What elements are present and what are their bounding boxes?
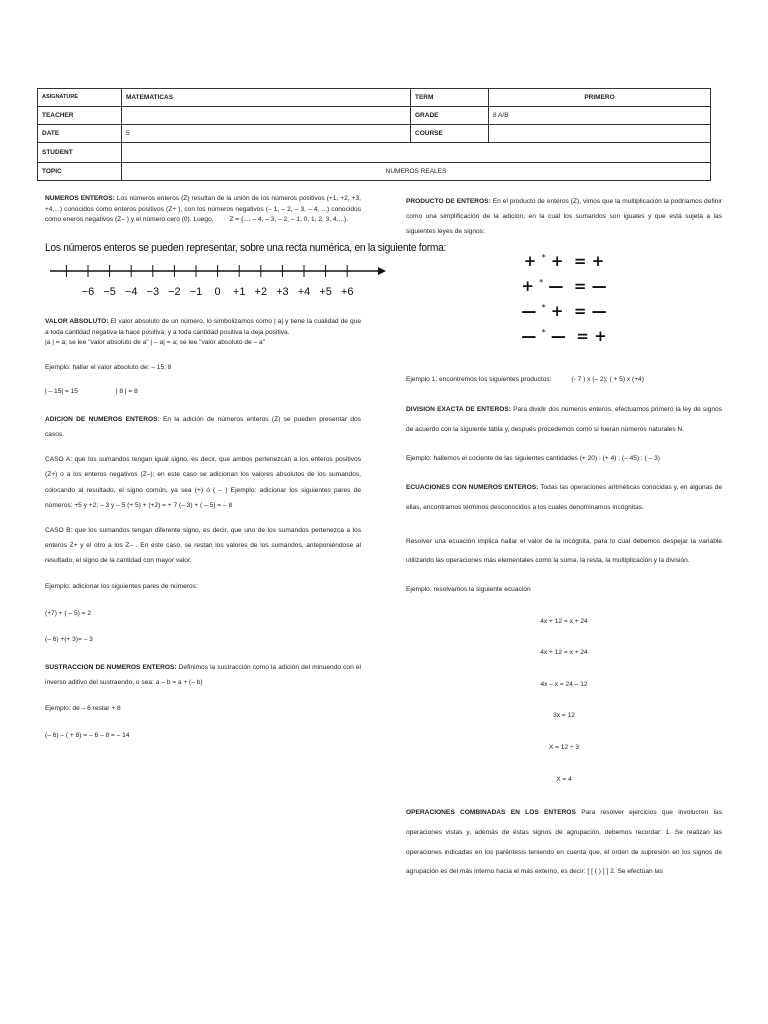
date-value: 5: [122, 125, 411, 143]
number-line-label: +5: [319, 286, 332, 299]
add-text: En la adición de números enteros (Z) se pueden presentar dos casos.: [45, 415, 361, 439]
left-column: [45, 194, 447, 741]
course-value: [489, 125, 711, 143]
prod-example-values: (- 7 ) x (– 2); ( + 5) x (+4): [571, 376, 644, 384]
comb-paragraph: [406, 803, 722, 882]
prod-text: En el producto de enteros (Z), vimos que la multiplicación la podríamos definir como una simplificación de la adición, en la cual los sumandos son iguales y que está sujeta a las siguientes leyes de signos:: [406, 198, 722, 236]
number-line: [42, 259, 388, 301]
right-column: [406, 194, 722, 882]
eq-text-2: Resolver una ecuación implica hallar el valor de la incógnita, para lo cual debemos despejar la variable utilizando las operaciones más elementales como la suma, la resta, la multiplicación y la división.: [406, 537, 722, 565]
grade-value: 8 A/B: [489, 107, 711, 125]
add-title: ADICION DE NUMEROS ENTEROS:: [45, 415, 160, 423]
number-line-label: −5: [103, 286, 116, 299]
eq-step: 3x = 12: [553, 712, 575, 720]
abs-example: Ejemplo: hallar el valor absoluto de: – 15; 8: [45, 363, 172, 371]
eq-step: 4x + 12 = x + 24: [540, 649, 588, 657]
enteros-text: Los números enteros (Z) resultan de la unión de los números positivos (+1, +2, +3, +4,...) conocidos como enteros positivos (Z+ ), con los números negativos (– 1, – 2, – 3, – 4, ...) conocidos como eneros negativos (Z– ) y el número cero (0). Luego,: [45, 195, 361, 224]
topic-value: NUMEROS REALES: [122, 163, 711, 181]
abs-result-2: | 8 | = 8: [115, 388, 138, 396]
student-value: [122, 143, 711, 163]
add-example: Ejemplo: adicionar los siguientes pares de números:: [45, 583, 198, 591]
number-line-label: +6: [340, 286, 354, 299]
prod-example: [406, 375, 722, 386]
div-title: DIVISION EXACTA DE ENTEROS:: [406, 406, 511, 414]
student-label: STUDENT: [38, 143, 122, 163]
number-line-label: +3: [276, 286, 289, 299]
prod-paragraph: [406, 194, 722, 239]
number-line-label: −2: [168, 286, 181, 299]
number-line-label: +2: [254, 286, 268, 299]
number-line-arrow: [378, 267, 386, 275]
abs-title: VALOR ABSOLUTO:: [45, 318, 109, 326]
div-text: Para dividir dos números enteros, efectuamos primero la ley de signos de acuerdo con la siguiente tabla y, después procedemos como si fueran números naturales N.: [406, 406, 722, 433]
abs-results: [45, 387, 361, 398]
sub-example: Ejemplo: de – 6 restar + 8: [45, 705, 121, 713]
numberline-title: Los números enteros se pueden representar, sobre una recta numérica, en la siguiente forma:: [45, 241, 447, 254]
comb-text: Para resolver ejercicios que involucren las operaciones vistas y, además de éstas signos de agrupación, debemos recordar: 1. Se realizan las operaciones indicadas en los paréntesis teniendo en cuenta que, el orden de supresión en los signos de agrupación es del más interno hacia el más externo, es decir: [ [ ( ) ] ] 2. Se efectúan las: [406, 809, 722, 876]
comb-title: OPERACIONES COMBINADAS EN LOS ENTEROS: [406, 809, 576, 817]
enteros-paragraph: [45, 194, 361, 226]
sign-rule: + * + = +: [523, 252, 605, 271]
course-label: COURSE: [411, 125, 489, 143]
add-ex-2: (– 6) +(+ 3)= – 3: [45, 636, 93, 644]
prod-example-text: Ejemplo 1: encontremos los siguientes productos:: [406, 376, 552, 384]
case-a: CASO A: que los sumandos tengan igual signo, es decir, que ambos pertenezcan a los enteros positivos (Z+) o a los enteros negativos (Z–); en este caso se adicionan los valores absolutos de los sumandos, colocando al resultado, el signo común, ya sea (+) ó ( – ) Ejemplo: adicionar los siguientes pares de números: +5 y +2; – 3 y – 5 (+ 5) + (+2) = + 7 (– 3) + ( – 5) = – 8: [45, 456, 361, 509]
add-paragraph: [45, 412, 361, 442]
eq-step: 4x – x = 24 – 12: [540, 680, 588, 688]
grade-label: GRADE: [411, 107, 489, 125]
asignature-label: ASIGNATURE: [38, 89, 122, 107]
div-paragraph: [406, 400, 722, 440]
teacher-value: [122, 107, 411, 125]
abs-paragraph: [45, 317, 361, 338]
number-line-label: −3: [146, 286, 160, 299]
asignature-value: MATEMATICAS: [122, 89, 411, 107]
eq-title: ECUACIONES CON NUMEROS ENTEROS:: [406, 484, 539, 492]
teacher-label: TEACHER: [38, 107, 122, 125]
eq-step: X = 12 ÷ 3: [548, 743, 580, 751]
number-line-label: +4: [297, 286, 311, 299]
term-label: TERM: [411, 89, 489, 107]
sign-rule: — * + = —: [521, 302, 607, 321]
number-line-label: −1: [189, 286, 203, 299]
div-example: Ejemplo: hallemos el cociente de las siguientes cantidades (+ 20) : (+ 4) ; (– 45) : ( – 3): [406, 454, 660, 462]
sign-rule: — * — = +: [521, 327, 607, 346]
eq-step: 4x + 12 = x + 24: [540, 617, 588, 625]
sub-text: Definimos la sustracción como la adición del minuendo con el inverso aditivo del sustraendo, o sea: a – b = a + (– b): [45, 664, 361, 687]
number-line-label: +1: [232, 286, 246, 299]
date-label: DATE: [38, 125, 122, 143]
sub-title: SUSTRACCION DE NUMEROS ENTEROS:: [45, 664, 177, 672]
abs-result-1: | – 15| = 15: [45, 388, 78, 396]
prod-title: PRODUCTO DE ENTEROS:: [406, 198, 491, 205]
sub-result: (– 6) – ( + 8) = – 6 – 8 = – 14: [45, 731, 130, 739]
header-table: [37, 88, 711, 181]
sign-rule: + * — = —: [521, 277, 607, 296]
sub-paragraph: [45, 660, 361, 690]
eq-steps: [406, 617, 722, 785]
number-line-label: −4: [124, 286, 138, 299]
case-b: CASO B: que los sumandos tengan diferente signo, es decir, que uno de los sumandos pertenezca a los enteros Z+ y el otro a los Z– . En este caso, se restan los valores de los sumandos, anteponiéndose al resultado, el signo de la cantidad con mayor valor.: [45, 526, 361, 565]
abs-read: |a | = a; se lee "valor absoluto de a" | – a| = a; se lee "valor absoluto de – a": [45, 339, 266, 347]
add-ex-1: (+7) + ( – 5) = 2: [45, 609, 91, 617]
sign-rules: [406, 247, 722, 347]
eq-example: Ejemplo: resolvamos la siguiente ecuación: [406, 586, 531, 594]
number-line-label: 0: [214, 286, 221, 299]
number-line-label: −6: [81, 286, 95, 299]
abs-text: El valor absoluto de un número, lo simbolizamos como | a| y tiene la cualidad de que a toda cantidad negativa la hace positiva; y a toda cantidad positiva la deja positiva.: [45, 318, 362, 336]
eq-text: Todas las operaciones aritméticas conocidas y, en algunas de ellas, encontramos términos desconocidos a los cuales denominamos incógnitas.: [406, 484, 722, 511]
enteros-title: NUMEROS ENTEROS:: [45, 195, 115, 202]
eq-paragraph: [406, 478, 722, 518]
eq-step: X = 4: [556, 775, 572, 783]
enteros-set: Z = {..., – 4, – 3, – 2, – 1, 0, 1, 2, 3, 4,...}.: [229, 216, 349, 224]
topic-label: TOPIC: [38, 163, 122, 181]
term-value: PRIMERO: [489, 89, 711, 107]
